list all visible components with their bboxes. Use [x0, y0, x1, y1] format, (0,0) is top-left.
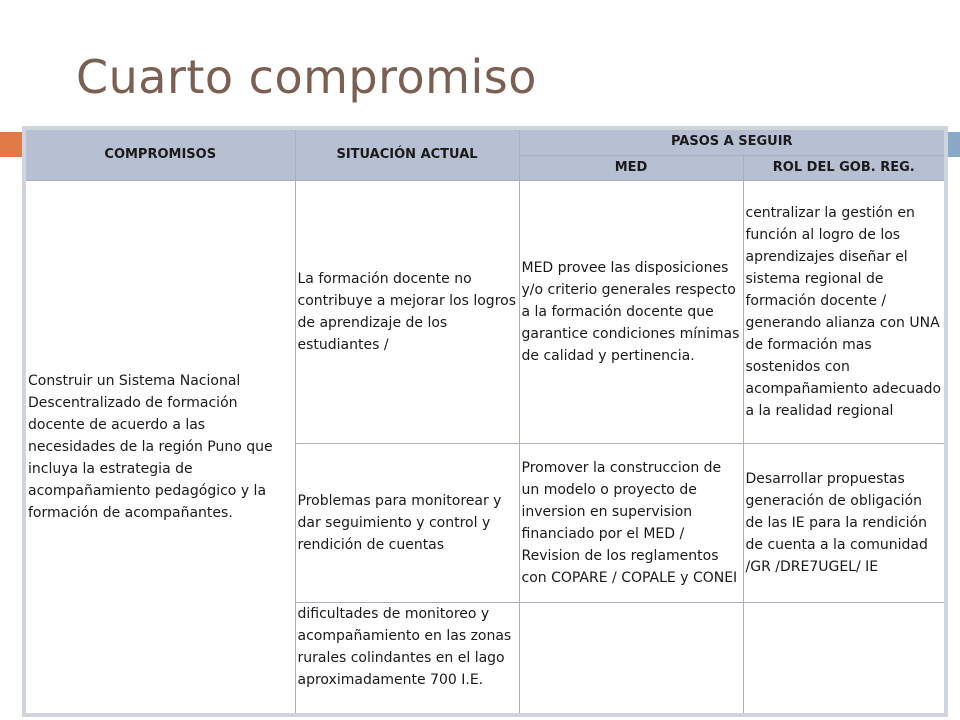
- compromiso-cell: Construir un Sistema Nacional Descentralizado de formación docente de acuerdo a las necesidades de la región Puno que incluya la estrategia de acompañamiento pedagógico y la formación de acompañantes.: [24, 181, 295, 716]
- rol-cell: [743, 603, 946, 716]
- med-cell: Promover la construccion de un modelo o proyecto de inversion en supervision financiado por el MED / Revision de los reglamentos con COPARE / COPALE y CONEI: [519, 444, 743, 603]
- med-cell: [519, 603, 743, 716]
- table-row: [24, 181, 946, 444]
- rol-cell: centralizar la gestión en función al logro de los aprendizajes diseñar el sistema regional de formación docente / generando alianza con UNA de formación mas sostenidos con acompañamiento adecuado a la realidad regional: [743, 181, 946, 444]
- accent-bar-left: [0, 132, 24, 157]
- med-cell: MED provee las disposiciones y/o criterio generales respecto a la formación docente que garantice condiciones mínimas de calidad y pertinencia.: [519, 181, 743, 444]
- header-pasos-a-seguir: PASOS A SEGUIR: [519, 128, 946, 155]
- rol-cell: Desarrollar propuestas generación de obligación de las IE para la rendición de cuenta a la comunidad /GR /DRE7UGEL/ IE: [743, 444, 946, 603]
- header-situacion-actual: SITUACIÓN ACTUAL: [295, 128, 519, 181]
- commitments-table: [22, 126, 948, 717]
- situacion-cell: La formación docente no contribuye a mejorar los logros de aprendizaje de los estudiantes /: [295, 181, 519, 444]
- situacion-cell: dificultades de monitoreo y acompañamiento en las zonas rurales colindantes en el lago aproximadamente 700 I.E.: [295, 603, 519, 716]
- slide-title: Cuarto compromiso: [76, 50, 537, 104]
- header-med: MED: [519, 155, 743, 181]
- header-rol-gob-reg: ROL DEL GOB. REG.: [743, 155, 946, 181]
- header-compromisos: COMPROMISOS: [24, 128, 295, 181]
- situacion-cell: Problemas para monitorear y dar seguimiento y control y rendición de cuentas: [295, 444, 519, 603]
